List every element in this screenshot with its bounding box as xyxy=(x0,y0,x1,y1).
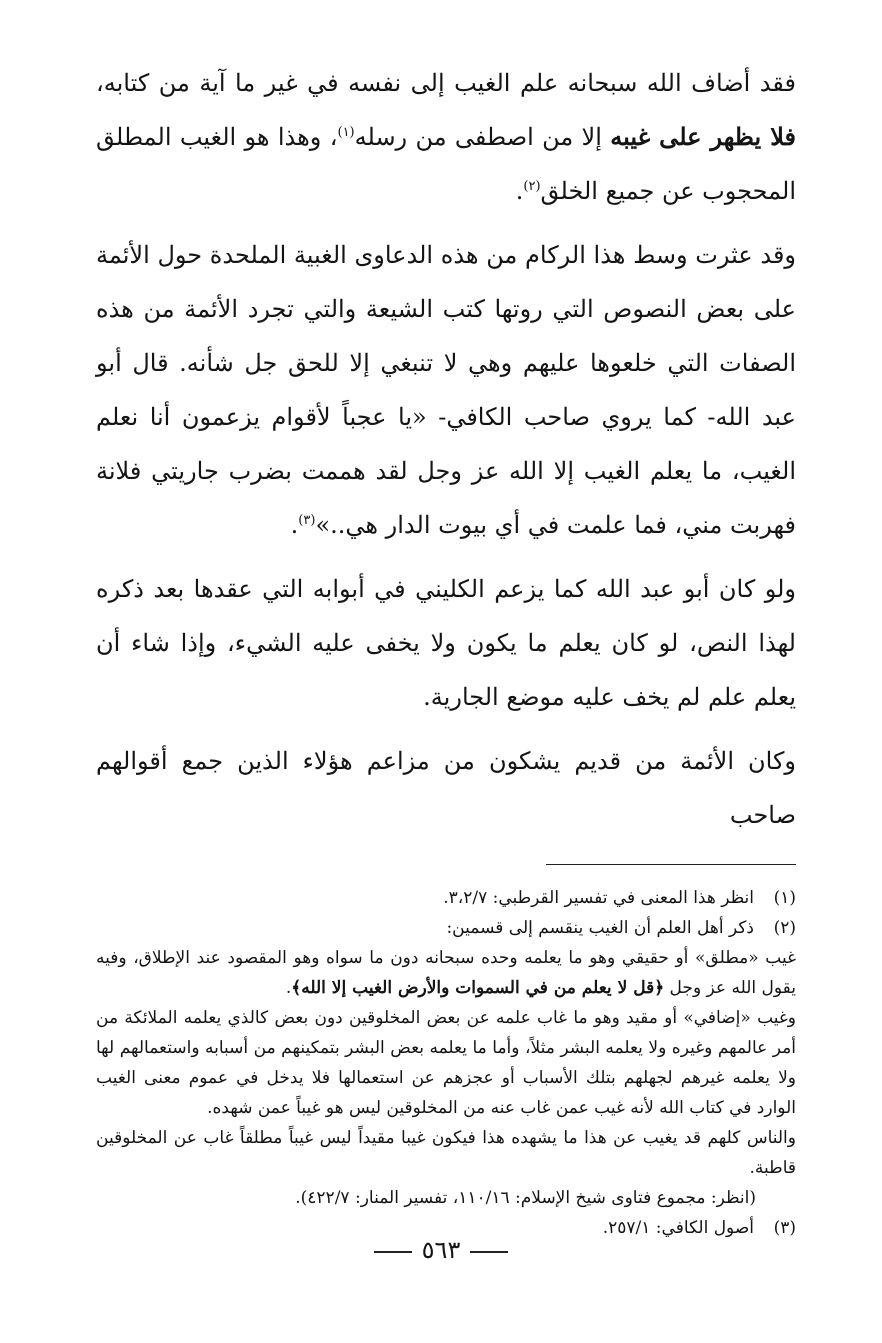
footnote-ref-1[interactable]: (١) xyxy=(337,125,355,140)
page-number-footer xyxy=(0,1236,882,1264)
paragraph-1-bold-phrase: فلا يظهر على غيبه xyxy=(610,122,797,151)
paragraph-2 xyxy=(96,228,796,552)
paragraph-2-text: وقد عثرت وسط هذا الركام من هذه الدعاوى الغبية الملحدة حول الأئمة على بعض النصوص التي روتها كتب الشيعة والتي تجرد الأئمة من هذه الصفات التي خلعوها عليهم وهي لا تنبغي إلا للحق جل شأنه. قال أبو عبد الله- كما يروي صاحب الكافي- «يا عجباً لأقوام يزعمون أنا نعلم الغيب، ما يعلم الغيب إلا الله عز وجل لقد هممت بضرب جاريتي فلانة فهربت مني، فما علمت في أي بيوت الدار هي..» xyxy=(96,241,797,539)
paragraph-1-end: . xyxy=(515,177,524,205)
footnote-2-part-1 xyxy=(96,943,796,1003)
footnote-3-text: أصول الكافي: ٢٥٧/١. xyxy=(602,1218,754,1238)
page-number: ٥٦٣ xyxy=(421,1236,461,1264)
paragraph-1 xyxy=(96,56,796,218)
footnote-2-part-2: وغيب «إضافي» أو مقيد وهو ما غاب علمه عن بعض المخلوقين دون بعض كالذي يعلمه الملائكة من أمر عالمهم وغيره ولا يعلمه البشر مثلاً، وأما ما يعلمه بعض البشر بتمكينهم من أسبابه واستعمالهم لها ولا يعلمه غيرهم لجهلهم بتلك الأسباب أو عجزهم عن استعمالها فلا يدخل في عموم معنى الغيب الوارد في كتاب الله لأنه غيب عمن غاب عنه من المخلوقين ليس هو غيباً عمن شهده. xyxy=(96,1008,796,1118)
footnote-2-part-1-text: غيب «مطلق» أو حقيقي وهو ما يعلمه وحده سبحانه دون ما سواه وهو المقصود عند الإطلاق، وفيه يقول الله عز وجل xyxy=(96,948,796,998)
paragraph-3-text: ولو كان أبو عبد الله كما يزعم الكليني في أبوابه التي عقدها بعد ذكره لهذا النص، لو كان يعلم ما يكون ولا يخفى عليه الشيء، وإذا شاء أن يعلم علم لم يخف عليه موضع الجارية. xyxy=(96,575,796,711)
footnote-3-number: (٣) xyxy=(773,1218,796,1238)
paragraph-1-text-b: إلا من اصطفى من رسله xyxy=(354,123,611,151)
folio-dash-left xyxy=(374,1251,412,1253)
footnote-2-quran-verse: ﴿قل لا يعلم من في السموات والأرض الغيب إلا الله﴾ xyxy=(291,978,665,998)
paragraph-2-end: . xyxy=(290,511,299,539)
footnote-2-number: (٢) xyxy=(773,918,796,938)
footnote-2-part-3: والناس كلهم قد يغيب عن هذا ما يشهده هذا فيكون غيبا مقيداً ليس غيباً مطلقاً غاب عن المخلوقين قاطبة. xyxy=(96,1128,796,1178)
paragraph-1-text-a: فقد أضاف الله سبحانه علم الغيب إلى نفسه في غير ما آية من كتابه، xyxy=(96,69,796,97)
page-body xyxy=(96,56,796,1243)
paragraph-3 xyxy=(96,562,796,724)
footnote-1 xyxy=(96,883,796,913)
footnote-ref-3[interactable]: (٣) xyxy=(298,513,316,528)
footnote-divider xyxy=(546,864,796,865)
folio-dash-right xyxy=(470,1251,508,1253)
footnotes xyxy=(96,883,796,1243)
paragraph-1-text-c: ، وهذا هو الغيب المطلق المحجوب عن جميع الخلق xyxy=(96,123,796,205)
footnote-2-intro: ذكر أهل العلم أن الغيب ينقسم إلى قسمين: xyxy=(446,918,754,938)
footnote-1-text: انظر هذا المعنى في تفسير القرطبي: ٣،٢/٧. xyxy=(443,888,754,908)
paragraph-4 xyxy=(96,734,796,842)
footnote-2-part-1-end: . xyxy=(285,978,292,998)
footnote-ref-2[interactable]: (٢) xyxy=(523,179,541,194)
footnote-1-number: (١) xyxy=(773,888,796,908)
paragraph-4-text: وكان الأئمة من قديم يشكون من مزاعم هؤلاء الذين جمع أقوالهم صاحب xyxy=(96,747,796,829)
footnote-2-reference: (انظر: مجموع فتاوى شيخ الإسلام: ١١٠/١٦، تفسير المنار: ٤٢٢/٧). xyxy=(295,1188,756,1208)
footnote-2 xyxy=(96,913,796,943)
